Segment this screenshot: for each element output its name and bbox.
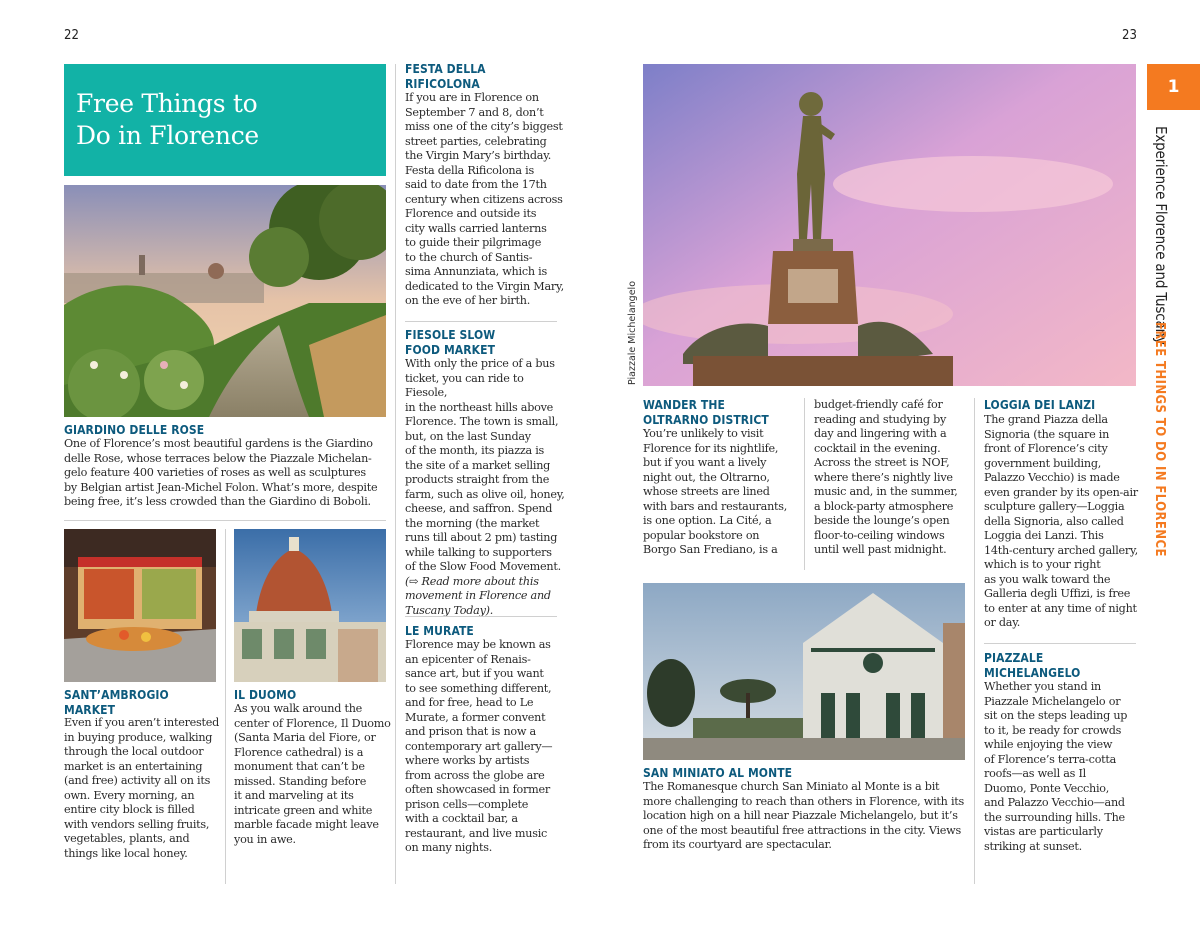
murate-text: Florence may be known as an epicenter of Renais- sance art, but if you want to see something different, and for free, head to Le Murate, a former convent and prison that is now a contemporary art gallery— where works by artists from across the globe are often showcased in former prison cells—complete with a cocktail bar, a restaurant, and live music on many nights. bbox=[405, 638, 553, 854]
santambrogio-text: Even if you aren’t interested in buying produce, walking through the local outdoor market is an entertaining (and free) activity all on its own. Every morning, an entire city block is filled with vendors selling fruits, vegetables, plants, and things like local honey. bbox=[64, 716, 220, 860]
festa-heading: FESTA DELLA RIFICOLONA bbox=[405, 62, 486, 91]
oltrarno-text-col1: You’re unlikely to visit Florence for its nightlife, but if you want a lively night out, the Oltrarno, whose streets are lined with bars and restaurants, is one option. La Cité, a popular bookstore on Borgo San Frediano, is a bbox=[643, 427, 788, 556]
giardino-photo bbox=[64, 185, 386, 417]
duomo-text: As you walk around the center of Florence, Il Duomo (Santa Maria del Fiore, or Florence cathedral) is a monument that can’t be missed. Standing before it and marveling at its intricate green and white marble facade might leave you in awe. bbox=[234, 702, 391, 846]
divider bbox=[984, 643, 1136, 644]
sanminiato-text: The Romanesque church San Miniato al Monte is a bit more challenging to reach than others in Florence, with its location high on a hill near Piazzale Michelangelo, but it’s one of the most beautiful free attractions in the city. Views from its courtyard are spectacular. bbox=[643, 780, 965, 851]
giardino-heading: GIARDINO DELLE ROSE bbox=[64, 423, 205, 437]
fiesole-cross-reference[interactable]: (⇨ Read more about this bbox=[405, 574, 539, 588]
page-number-left: 22 bbox=[64, 28, 79, 43]
column-divider bbox=[804, 398, 805, 570]
chapter-number-tab: 1 bbox=[1147, 64, 1200, 110]
duomo-photo bbox=[234, 529, 386, 682]
piazzale-photo bbox=[643, 64, 1136, 386]
santambrogio-heading: SANT’AMBROGIO MARKET bbox=[64, 688, 169, 717]
santambrogio-photo bbox=[64, 529, 216, 682]
oltrarno-heading: WANDER THE OLTRARNO DISTRICT bbox=[643, 398, 769, 427]
loggia-heading: LOGGIA DEI LANZI bbox=[984, 398, 1096, 412]
festa-text: If you are in Florence on September 7 and 8, don’t miss one of the city’s biggest street parties, celebrating the Virgin Mary’s birthday. Festa della Rificolona is said to date from the 17th century when citizens across Florence and outside its city walls carried lanterns to guide their pilgrimage to the church of Santis- sima Annunziata, which is dedicated to the Virgin Mary, on the eve of her birth. bbox=[405, 91, 564, 307]
photo-caption: Piazzale Michelangelo bbox=[627, 280, 638, 385]
divider bbox=[405, 321, 557, 322]
fiesole-text: With only the price of a bus ticket, you can ride to Fiesole, in the northeast hills above Florence. The town is small, but, on the last Sunday of the month, its piazza is the site of a market selling products straight from the farm, such as olive oil, honey, cheese, and saffron. Spend the morning (the market runs till about 2 pm) tasting while talking to supporters of the Slow Food Movement. (⇨ Read more about this movement in Florence and Tuscany Today). bbox=[405, 357, 565, 617]
piazzale-heading: PIAZZALE MICHELANGELO bbox=[984, 651, 1081, 680]
oltrarno-text-col2: budget-friendly café for reading and studying by day and lingering with a cocktail in the evening. Across the street is NOF, where there’s nightly live music and, in the summer, a block-party atmosphere beside the lounge’s open floor-to-ceiling windows until well past midnight. bbox=[814, 398, 958, 556]
column-divider bbox=[225, 529, 226, 884]
loggia-text: The grand Piazza della Signoria (the square in front of Florence’s city government building, Palazzo Vecchio) is made even grander by its open-air sculpture gallery—Loggia della Signoria, also called Loggia dei Lanzi. This 14th-century arched gallery, which is to your right as you walk toward the Galleria degli Uffizi, is free to enter at any time of night or day. bbox=[984, 413, 1138, 629]
page-title: Free Things to Do in Florence bbox=[76, 89, 259, 150]
divider bbox=[64, 520, 386, 521]
column-divider bbox=[395, 64, 396, 884]
sanminiato-heading: SAN MINIATO AL MONTE bbox=[643, 766, 793, 780]
piazzale-text: Whether you stand in Piazzale Michelangelo or sit on the steps leading up to it, be ready for crowds while enjoying the view of Florence’s terra-cotta roofs—as well as Il Duomo, Ponte Vecchio, and Palazzo Vecchio—and the surrounding hills. The vistas are particularly striking at sunset. bbox=[984, 680, 1128, 853]
column-divider bbox=[974, 398, 975, 884]
fiesole-heading: FIESOLE SLOW FOOD MARKET bbox=[405, 328, 496, 357]
divider bbox=[405, 616, 557, 617]
page-number-right: 23 bbox=[1122, 28, 1137, 43]
section-title: FREE THINGS TO DO IN FLORENCE bbox=[1152, 322, 1167, 557]
murate-heading: LE MURATE bbox=[405, 624, 474, 638]
sanminiato-photo bbox=[643, 583, 965, 760]
title-banner bbox=[64, 64, 386, 176]
duomo-heading: IL DUOMO bbox=[234, 688, 297, 702]
giardino-text: One of Florence’s most beautiful gardens is the Giardino delle Rose, whose terraces below the Piazzale Michelan- gelo feature 400 varieties of roses as well as sculptures by Belgian artist Jean-Michel Folon. What’s more, despite being free, it’s less crowded than the Giardino di Boboli. bbox=[64, 437, 378, 508]
chapter-title: Experience Florence and Tuscany bbox=[1152, 126, 1170, 345]
